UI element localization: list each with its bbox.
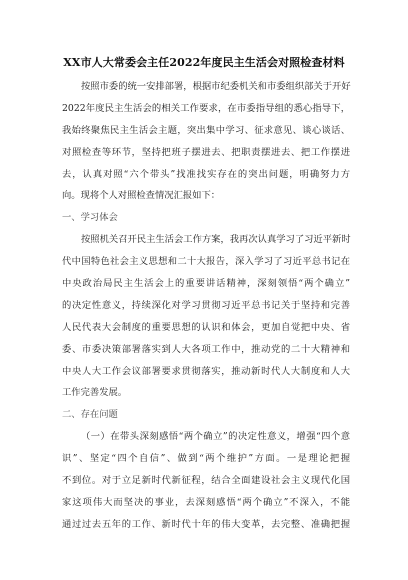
text-line: 委、市委决策部署落实到人大各项工作中，推动党的二十大精神和 xyxy=(62,343,350,355)
text-line: 不到位。对于立足新时代新征程，结合全面建设社会主义现代化国 xyxy=(62,475,350,487)
text-line: 识”、坚定“四个自信”、做到“两个维护”方面。一是理论把握 xyxy=(62,453,350,465)
document-title: XX市人大常委会主任2022年度民主生活会对照检查材料 xyxy=(63,56,345,69)
text-line: 向。现将个人对照检查情况汇报如下： xyxy=(62,190,221,202)
text-line: 去，认真对照“六个带头”找准找实存在的突出问题，明确努力方 xyxy=(62,168,350,180)
document-body xyxy=(62,76,350,536)
text-line: 人民代表大会制度的重要思想的认识和体会，更加自觉把中央、省 xyxy=(62,321,350,333)
text-line: 按照市委的统一安排部署，根据市纪委机关和市委组织部关于开好 xyxy=(81,81,351,92)
section-heading: 一、学习体会 xyxy=(62,212,118,224)
text-line: （一）在带头深刻感悟“两个确立”的决定性意义，增强“四个意 xyxy=(81,431,350,443)
text-line: 的决定性意义，持续深化对学习贯彻习近平总书记关于坚持和完善 xyxy=(62,299,350,311)
text-line: 我始终聚焦民主生活会主题，突出集中学习、征求意见、谈心谈话、 xyxy=(62,124,350,136)
text-line: 中央人大工作会议部署要求贯彻落实，推动新时代人大制度和人大 xyxy=(62,365,350,377)
text-line: 按照机关召开民主生活会工作方案，我再次认真学习了习近平新时 xyxy=(81,234,351,246)
text-line: 代中国特色社会主义思想和二十大报告，深入学习了习近平总书记在 xyxy=(62,256,350,268)
text-line: 家这项伟大而坚决的事业，去深刻感悟“两个确立”不深入，不能 xyxy=(62,496,350,508)
text-line: 2022年度民主生活会的相关工作要求，在市委指导组的悉心指导下， xyxy=(62,102,350,114)
text-line: 工作完善发展。 xyxy=(62,387,128,399)
text-line: 对照检查等环节，坚持把班子摆进去、把职责摆进去、把工作摆进 xyxy=(62,146,350,158)
text-line: 通过过去五年的工作、新时代十年的伟大变革，去完整、准确把握 xyxy=(62,518,350,530)
text-line: 中央政治局民主生活会上的重要讲话精神，深刻领悟“两个确立” xyxy=(62,278,350,290)
section-heading: 二、存在问题 xyxy=(62,409,118,421)
